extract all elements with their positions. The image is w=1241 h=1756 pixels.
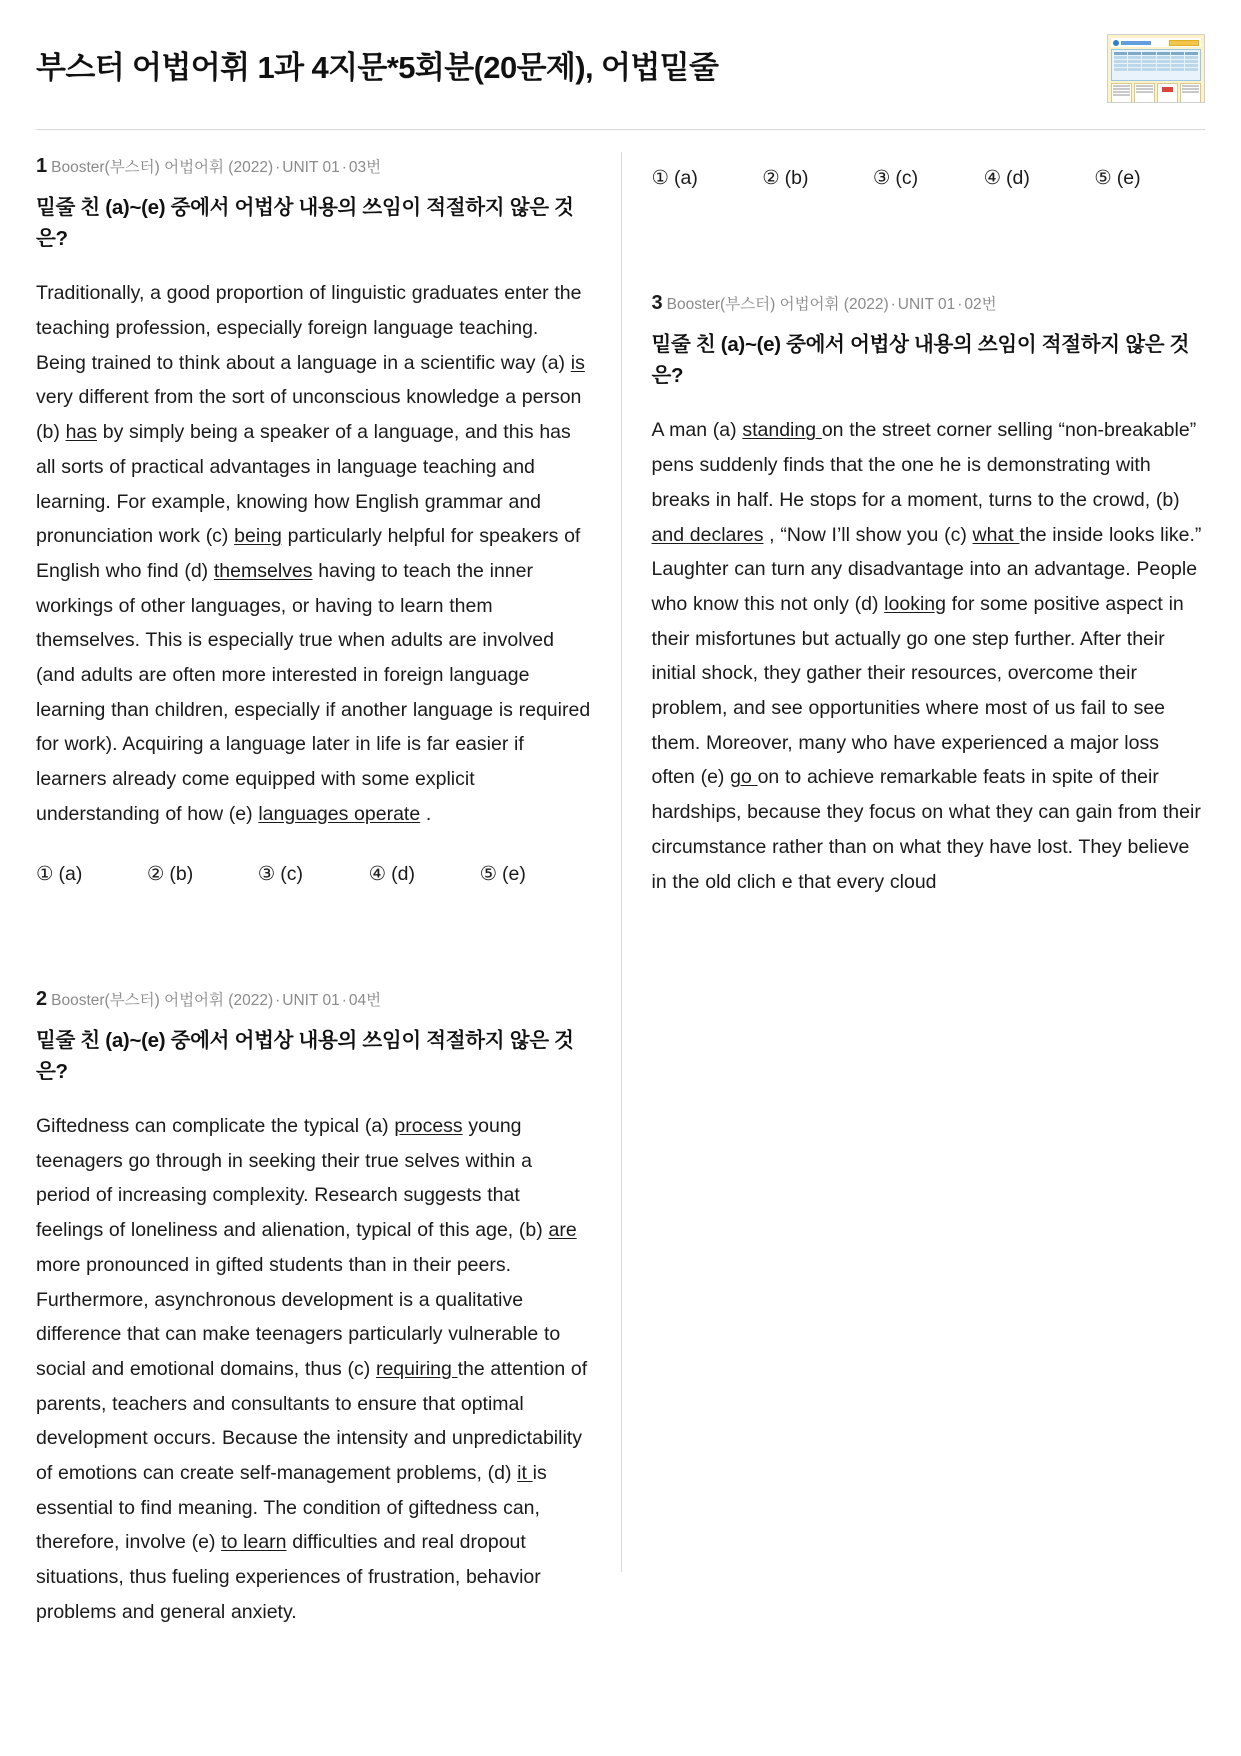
- question-number: 2: [36, 987, 48, 1010]
- choice-label: (b): [169, 862, 194, 885]
- question-year: (2022): [843, 296, 889, 314]
- question-unit: UNIT 01: [897, 296, 956, 314]
- choice-label: (d): [1006, 167, 1030, 189]
- choice-label: (e): [1116, 167, 1141, 189]
- question-unit: UNIT 01: [282, 991, 340, 1009]
- choice-option-d[interactable]: [984, 162, 1095, 195]
- question-item: 03번: [348, 159, 382, 176]
- choice-mark: ①: [36, 862, 54, 885]
- choice-mark: ①: [651, 167, 669, 189]
- question-source: Booster(부스터) 어법어휘: [51, 991, 224, 1009]
- question-source: Booster(부스터) 어법어휘: [666, 296, 840, 314]
- answer-choices-1: [36, 858, 591, 899]
- choice-mark: ②: [762, 167, 780, 189]
- question-block-2-continuation: [652, 162, 1206, 203]
- choice-mark: ④: [368, 862, 387, 885]
- question-source: Booster(부스터) 어법어휘: [51, 159, 224, 176]
- choice-option-a[interactable]: [652, 162, 763, 195]
- question-year: (2022): [228, 991, 274, 1009]
- choice-option-b[interactable]: [147, 858, 258, 891]
- question-number: 1: [36, 155, 48, 177]
- question-meta-3: 3 Booster(부스터) 어법어휘 (2022) · UNIT 01 · 02번: [651, 292, 997, 315]
- question-passage: Giftedness can complicate the typical (a) process young teenagers go through in seeking their true selves within a period of increasing complexity. Research suggests that feelings of loneliness and alienation, typical of this age, (b) are more pronounced in gifted students than in their peers. Furthermore, asynchronous development is a qualitative difference that can make teenagers particularly vulnerable to social and emotional domains, thus (c) requiring the attention of parents, teachers and consultants to ensure that optimal development occurs. Because the intensity and unpredictability of emotions can create self-management problems, (d) it is essential to find meaning. The condition of giftedness can, therefore, involve (e) to learn difficulties and real dropout situations, thus fueling experiences of frustration, behavior problems and general anxiety.: [36, 1115, 588, 1623]
- choice-option-d[interactable]: [369, 858, 480, 891]
- question-year: (2022): [228, 159, 274, 176]
- choice-label: (a): [58, 862, 83, 885]
- choice-mark: ⑤: [1094, 167, 1112, 189]
- document-header: [36, 28, 1205, 130]
- answer-choices-2: [652, 162, 1206, 203]
- question-prompt: 밑줄 친 (a)~(e) 중에서 어법상 내용의 쓰임이 적절하지 않은 것은?: [36, 196, 574, 251]
- question-prompt: 밑줄 친 (a)~(e) 중에서 어법상 내용의 쓰임이 적절하지 않은 것은?: [36, 1028, 574, 1083]
- choice-label: (b): [784, 167, 809, 189]
- choice-label: (a): [673, 167, 698, 189]
- block-spacer: [36, 907, 591, 985]
- question-passage: A man (a) standing on the street corner selling “non-breakable” pens suddenly finds that the one he is demonstrating with breaks in half. He stops for a moment, turns to the crowd, (b) and declares , “Now I’ll show you (c) what the inside looks like.” Laughter can turn any disadvantage into an advantage. People who know this not only (d) looking for some positive aspect in their misfortunes but actually go one step further. After their initial shock, they gather their resources, overcome their problem, and see opportunities where most of us fail to see them. Moreover, many who have experienced a major loss often (e) go on to achieve remarkable feats in spite of their hardships, because they focus on what they can gain from their circumstance rather than on what they have lost. They believe in the old clich e that every cloud: [651, 419, 1202, 893]
- content-columns: [36, 130, 1205, 1656]
- question-meta-2: 2 Booster(부스터) 어법어휘 (2022) · UNIT 01 · 04번: [36, 987, 382, 1010]
- choice-option-a[interactable]: [36, 858, 147, 891]
- choice-mark: ⑤: [479, 862, 498, 885]
- question-unit: UNIT 01: [282, 159, 340, 176]
- choice-option-c[interactable]: [873, 162, 984, 195]
- column-left: [36, 152, 621, 1656]
- question-item: 02번: [964, 296, 997, 314]
- choice-mark: ④: [983, 167, 1002, 189]
- worksheet-preview-thumbnail: [1107, 34, 1205, 103]
- question-passage: Traditionally, a good proportion of linguistic graduates enter the teaching profession, especially foreign language teaching. Being trained to think about a language in a scientific way (a) is very different from the sort of unconscious knowledge a person (b) has by simply being a speaker of a language, and this has all sorts of practical advantages in language teaching and learning. For example, knowing how English grammar and pronunciation work (c) being particularly helpful for speakers of English who find (d) themselves having to teach the inner workings of other languages, or having to learn them themselves. This is especially true when adults are involved (and adults are often more interested in foreign language learning than children, especially if another language is required for work). Acquiring a language later in life is far easier if learners already come equipped with some explicit understanding of how (e) languages operate .: [36, 282, 591, 825]
- column-right: [621, 152, 1206, 1572]
- block-spacer: [652, 211, 1206, 289]
- question-block-3: [652, 289, 1206, 899]
- choice-label: (c): [280, 862, 304, 885]
- choice-option-c[interactable]: [258, 858, 369, 891]
- question-item: 04번: [348, 991, 382, 1009]
- question-block-1: [36, 152, 591, 899]
- choice-label: (e): [502, 862, 526, 885]
- page-title: 부스터 어법어휘 1과 4지문*5회분(20문제), 어법밑줄: [36, 50, 719, 86]
- question-number: 3: [651, 292, 663, 315]
- choice-label: (c): [895, 167, 919, 189]
- thumbnail-logo-icon: [1113, 40, 1119, 46]
- question-meta-1: 1 Booster(부스터) 어법어휘 (2022) · UNIT 01 · 03번: [36, 155, 382, 177]
- choice-mark: ③: [257, 862, 276, 885]
- question-prompt: 밑줄 친 (a)~(e) 중에서 어법상 내용의 쓰임이 적절하지 않은 것은?: [651, 333, 1190, 388]
- choice-mark: ②: [146, 862, 165, 885]
- choice-option-e[interactable]: [1094, 162, 1205, 195]
- choice-option-e[interactable]: [480, 858, 591, 891]
- choice-label: (d): [391, 862, 415, 885]
- choice-mark: ③: [872, 167, 891, 189]
- question-block-2: [36, 985, 591, 1630]
- choice-option-b[interactable]: [762, 162, 873, 195]
